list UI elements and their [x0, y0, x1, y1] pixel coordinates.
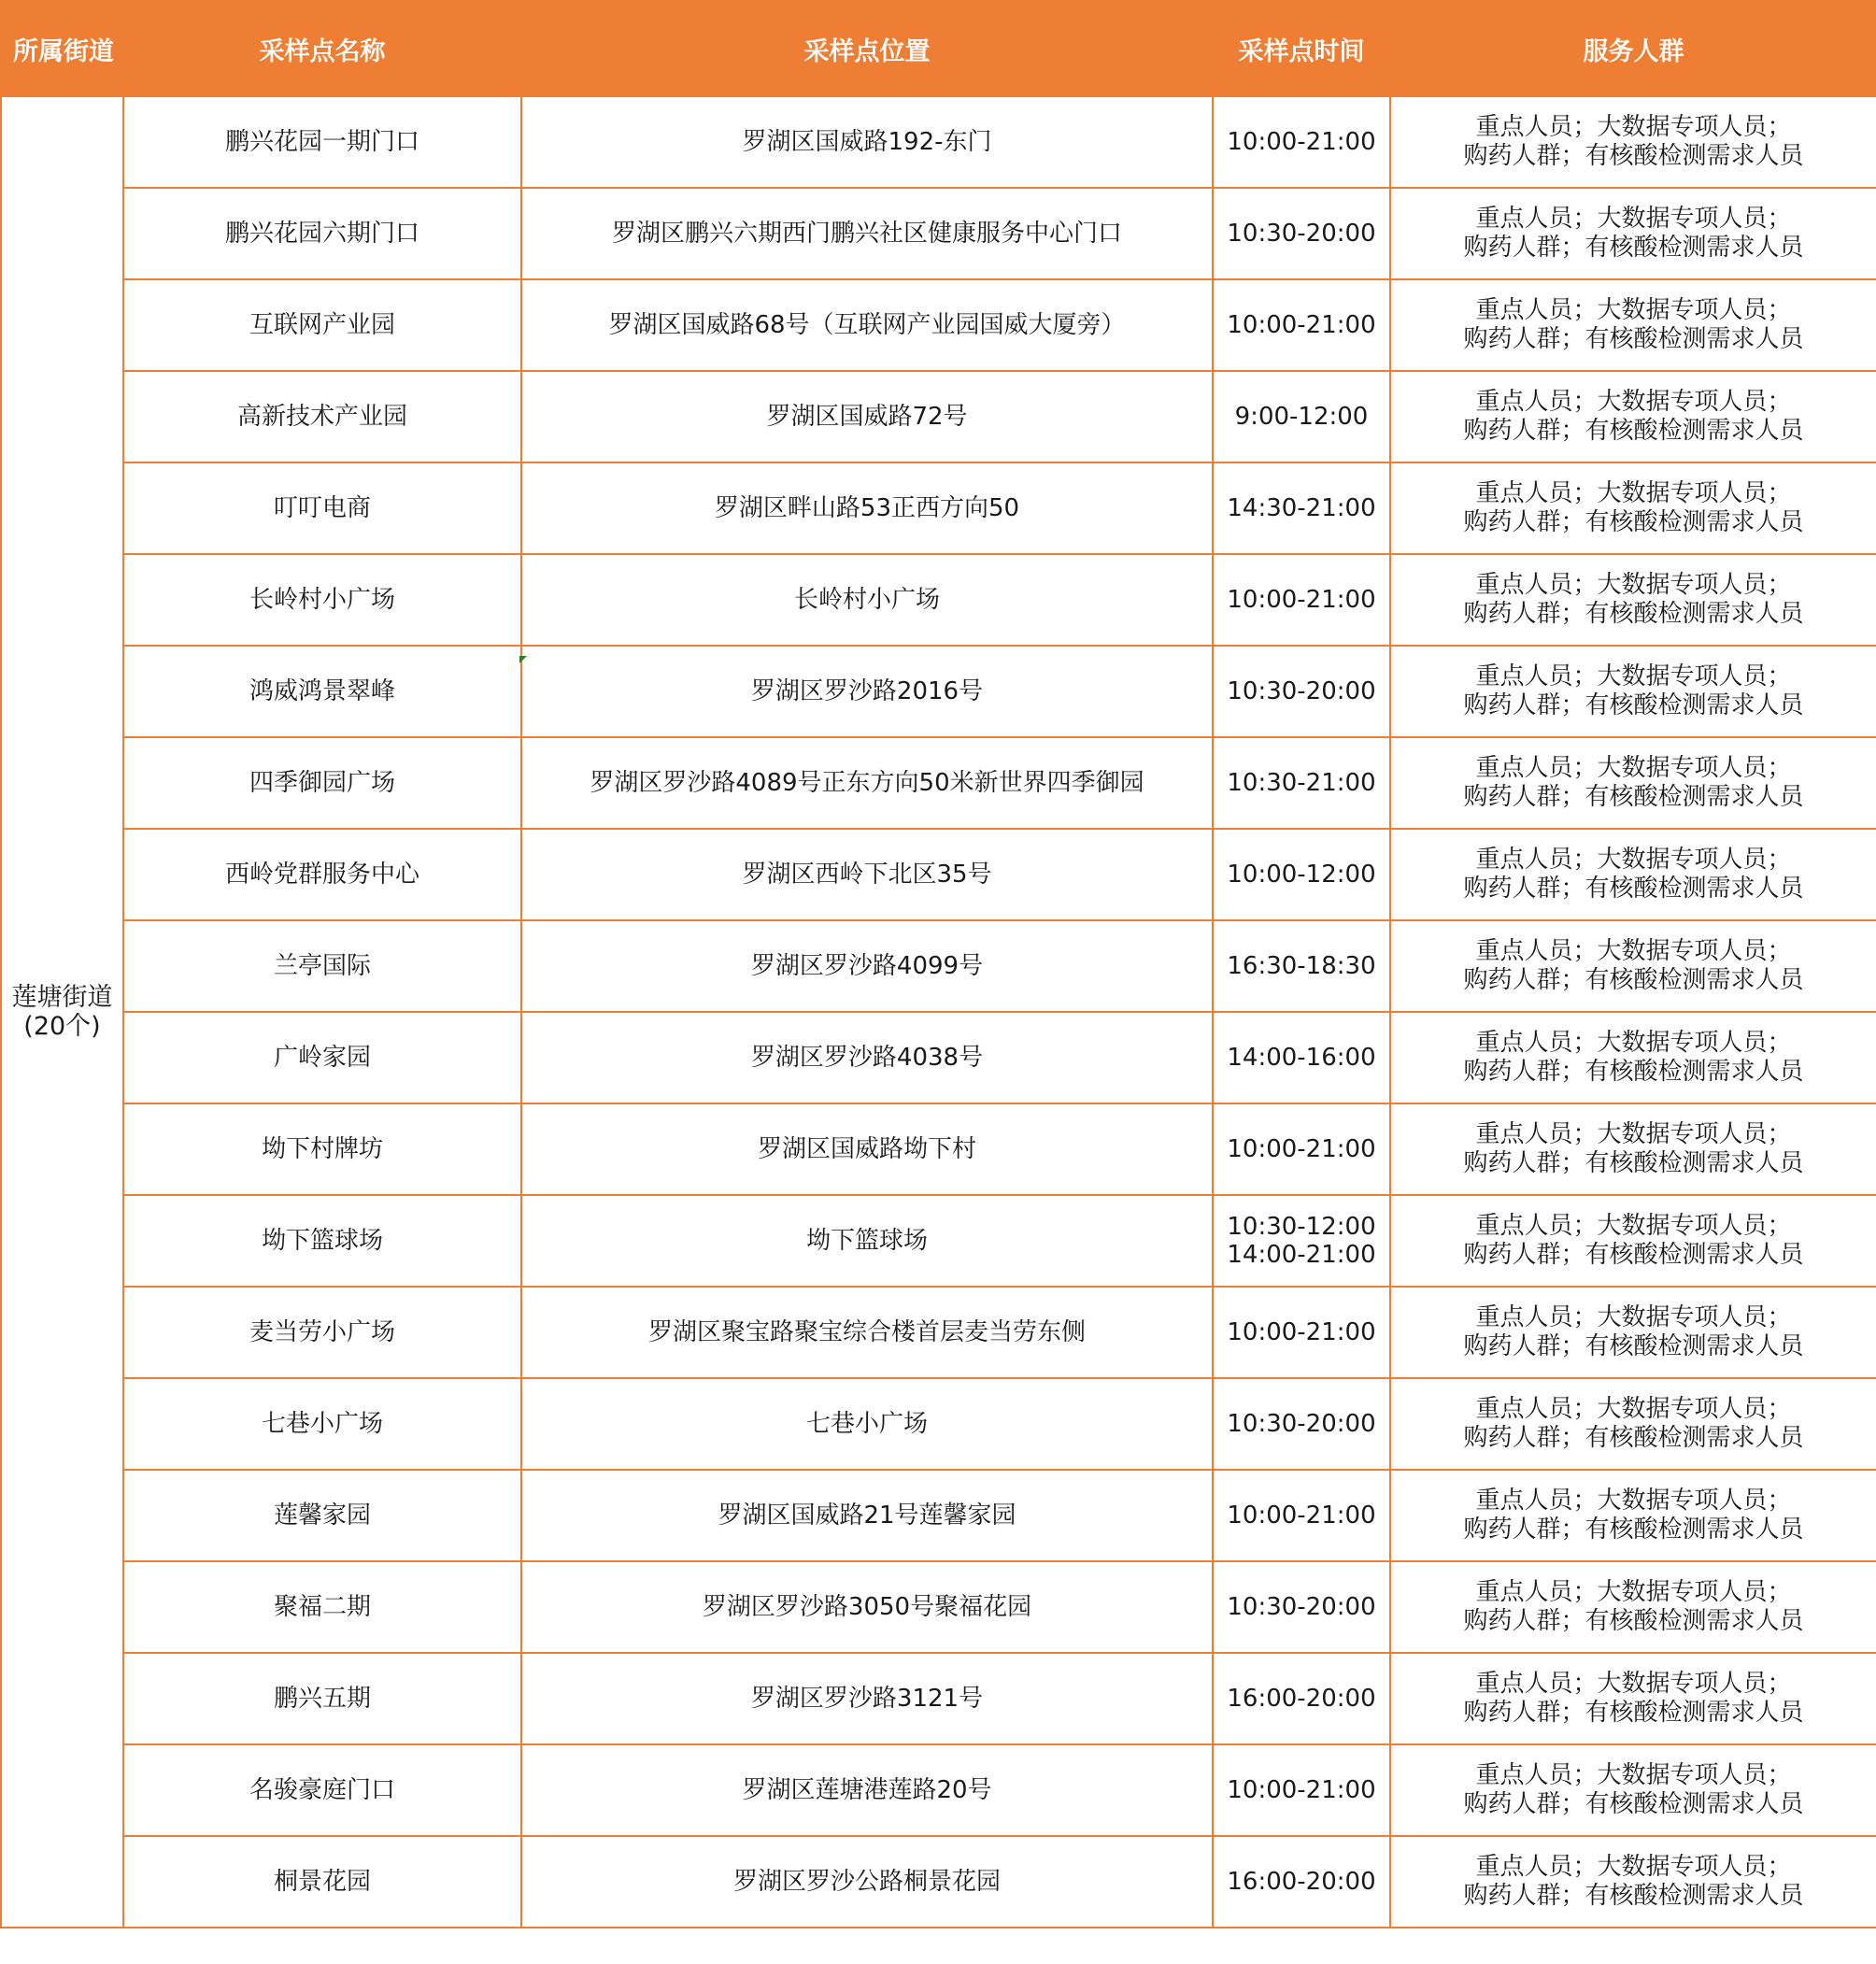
- site-location-cell: 罗湖区畔山路53正西方向50: [521, 463, 1213, 554]
- site-location-cell: 罗湖区国威路192-东门: [521, 96, 1213, 188]
- time-range: 14:30-21:00: [1227, 494, 1376, 522]
- crowd-line: 购药人群；有核酸检测需求人员: [1463, 1424, 1804, 1452]
- site-name-cell: 鹏兴花园一期门口: [123, 96, 521, 188]
- table-row: [1, 371, 1876, 463]
- service-crowd-cell: [1390, 96, 1876, 188]
- crowd-line: 购药人群；有核酸检测需求人员: [1463, 1332, 1804, 1360]
- crowd-line: 购药人群；有核酸检测需求人员: [1463, 600, 1804, 628]
- crowd-line: 重点人员；大数据专项人员；: [1475, 1670, 1792, 1698]
- header-street: 所属街道: [1, 1, 123, 96]
- table-row: [1, 1561, 1876, 1653]
- table-row: [1, 1378, 1876, 1470]
- table-row: [1, 279, 1876, 371]
- header-location: 采样点位置: [521, 1, 1213, 96]
- crowd-line: 购药人群；有核酸检测需求人员: [1463, 1241, 1804, 1269]
- header-crowd: 服务人群: [1390, 1, 1876, 96]
- site-location-cell: 罗湖区西岭下北区35号: [521, 829, 1213, 920]
- crowd-line: 重点人员；大数据专项人员；: [1475, 1578, 1792, 1606]
- site-name-cell: 莲馨家园: [123, 1470, 521, 1561]
- site-location-cell: 七巷小广场: [521, 1378, 1213, 1470]
- site-name-cell: 坳下篮球场: [123, 1195, 521, 1287]
- time-range: 10:30-20:00: [1227, 1593, 1376, 1621]
- site-location-cell: 罗湖区国威路72号: [521, 371, 1213, 463]
- site-name-cell: 聚福二期: [123, 1561, 521, 1653]
- site-location-cell: 罗湖区聚宝路聚宝综合楼首层麦当劳东侧: [521, 1287, 1213, 1378]
- table-row: [1, 96, 1876, 188]
- site-location-cell: 罗湖区罗沙路3121号: [521, 1653, 1213, 1744]
- crowd-line: 购药人群；有核酸检测需求人员: [1463, 1516, 1804, 1544]
- table-row: [1, 1195, 1876, 1287]
- site-name-cell: 高新技术产业园: [123, 371, 521, 463]
- site-name-cell: 桐景花园: [123, 1836, 521, 1928]
- site-name-cell: 四季御园广场: [123, 737, 521, 829]
- time-range: 10:30-21:00: [1227, 769, 1376, 797]
- table-row: [1, 1103, 1876, 1195]
- time-range: 16:30-18:30: [1227, 952, 1376, 980]
- crowd-line: 购药人群；有核酸检测需求人员: [1463, 325, 1804, 353]
- table-row: [1, 188, 1876, 279]
- time-range: 10:30-20:00: [1227, 1410, 1376, 1438]
- service-crowd-cell: [1390, 463, 1876, 554]
- site-time-cell: [1213, 737, 1390, 829]
- site-time-cell: [1213, 463, 1390, 554]
- site-time-cell: [1213, 920, 1390, 1012]
- street-name: 莲塘街道: [11, 983, 113, 1012]
- crowd-line: 购药人群；有核酸检测需求人员: [1463, 1149, 1804, 1177]
- time-range: 9:00-12:00: [1234, 403, 1369, 431]
- site-name-cell: 兰亭国际: [123, 920, 521, 1012]
- time-range: 10:00-21:00: [1227, 1135, 1376, 1163]
- time-range: 10:00-21:00: [1227, 1501, 1376, 1530]
- table-row: [1, 1836, 1876, 1928]
- crowd-line: 重点人员；大数据专项人员；: [1475, 571, 1792, 599]
- table-row: [1, 1470, 1876, 1561]
- site-location-cell: 罗湖区鹏兴六期西门鹏兴社区健康服务中心门口: [521, 188, 1213, 279]
- site-time-cell: [1213, 554, 1390, 646]
- site-location-cell: 罗湖区罗沙路2016号: [521, 646, 1213, 737]
- crowd-line: 重点人员；大数据专项人员；: [1475, 479, 1792, 507]
- street-cell: [1, 96, 123, 1928]
- site-time-cell: [1213, 1195, 1390, 1287]
- site-time-cell: [1213, 829, 1390, 920]
- table-row: [1, 463, 1876, 554]
- crowd-line: 购药人群；有核酸检测需求人员: [1463, 1790, 1804, 1818]
- service-crowd-cell: [1390, 371, 1876, 463]
- site-location-cell: 罗湖区罗沙路4089号正东方向50米新世界四季御园: [521, 737, 1213, 829]
- crowd-line: 重点人员；大数据专项人员；: [1475, 1853, 1792, 1881]
- site-name-cell: 七巷小广场: [123, 1378, 521, 1470]
- service-crowd-cell: [1390, 920, 1876, 1012]
- crowd-line: 购药人群；有核酸检测需求人员: [1463, 966, 1804, 994]
- time-range: 16:00-20:00: [1227, 1685, 1376, 1713]
- service-crowd-cell: [1390, 1561, 1876, 1653]
- site-name-cell: 鹏兴五期: [123, 1653, 521, 1744]
- time-range: 10:00-21:00: [1227, 1318, 1376, 1346]
- street-count: (20个): [23, 1012, 101, 1041]
- site-name-cell: 长岭村小广场: [123, 554, 521, 646]
- crowd-line: 购药人群；有核酸检测需求人员: [1463, 508, 1804, 536]
- service-crowd-cell: [1390, 554, 1876, 646]
- site-name-cell: 鸿威鸿景翠峰: [123, 646, 521, 737]
- crowd-line: 重点人员；大数据专项人员；: [1475, 1120, 1792, 1148]
- header-row: [1, 1, 1876, 96]
- service-crowd-cell: [1390, 279, 1876, 371]
- time-range: 14:00-16:00: [1227, 1044, 1376, 1072]
- crowd-line: 购药人群；有核酸检测需求人员: [1463, 1699, 1804, 1727]
- crowd-line: 重点人员；大数据专项人员；: [1475, 296, 1792, 324]
- site-name-cell: 坳下村牌坊: [123, 1103, 521, 1195]
- crowd-line: 重点人员；大数据专项人员；: [1475, 1761, 1792, 1789]
- table-row: [1, 1287, 1876, 1378]
- time-range: 16:00-20:00: [1227, 1868, 1376, 1896]
- site-location-cell: 罗湖区罗沙路3050号聚福花园: [521, 1561, 1213, 1653]
- site-name-cell: 麦当劳小广场: [123, 1287, 521, 1378]
- crowd-line: 重点人员；大数据专项人员；: [1475, 388, 1792, 416]
- site-time-cell: [1213, 188, 1390, 279]
- site-time-cell: [1213, 1103, 1390, 1195]
- site-name-cell: 名骏豪庭门口: [123, 1744, 521, 1836]
- table-header: [1, 1, 1876, 96]
- service-crowd-cell: [1390, 1103, 1876, 1195]
- crowd-line: 购药人群；有核酸检测需求人员: [1463, 1058, 1804, 1086]
- site-name-cell: 鹏兴花园六期门口: [123, 188, 521, 279]
- crowd-line: 购药人群；有核酸检测需求人员: [1463, 417, 1804, 445]
- service-crowd-cell: [1390, 829, 1876, 920]
- service-crowd-cell: [1390, 1195, 1876, 1287]
- service-crowd-cell: [1390, 737, 1876, 829]
- crowd-line: 购药人群；有核酸检测需求人员: [1463, 875, 1804, 903]
- crowd-line: 购药人群；有核酸检测需求人员: [1463, 691, 1804, 719]
- time-range: 10:30-20:00: [1227, 220, 1376, 248]
- site-time-cell: [1213, 1561, 1390, 1653]
- crowd-line: 购药人群；有核酸检测需求人员: [1463, 1882, 1804, 1910]
- header-site-name: 采样点名称: [123, 1, 521, 96]
- site-time-cell: [1213, 1378, 1390, 1470]
- table-row: [1, 1653, 1876, 1744]
- crowd-line: 重点人员；大数据专项人员；: [1475, 1487, 1792, 1515]
- time-range: 10:00-21:00: [1227, 586, 1376, 614]
- site-time-cell: [1213, 1744, 1390, 1836]
- service-crowd-cell: [1390, 1287, 1876, 1378]
- site-time-cell: [1213, 646, 1390, 737]
- time-range: 10:00-21:00: [1227, 128, 1376, 156]
- crowd-line: 重点人员；大数据专项人员；: [1475, 1029, 1792, 1057]
- crowd-line: 重点人员；大数据专项人员；: [1475, 205, 1792, 233]
- crowd-line: 重点人员；大数据专项人员；: [1475, 1395, 1792, 1423]
- site-location-cell: 罗湖区罗沙路4099号: [521, 920, 1213, 1012]
- site-time-cell: [1213, 279, 1390, 371]
- crowd-line: 重点人员；大数据专项人员；: [1475, 937, 1792, 965]
- table-body: [1, 96, 1876, 1928]
- crowd-line: 购药人群；有核酸检测需求人员: [1463, 142, 1804, 170]
- service-crowd-cell: [1390, 1012, 1876, 1103]
- service-crowd-cell: [1390, 1470, 1876, 1561]
- site-time-cell: [1213, 1287, 1390, 1378]
- table-row: [1, 829, 1876, 920]
- crowd-line: 重点人员；大数据专项人员；: [1475, 754, 1792, 782]
- table-row: [1, 646, 1876, 737]
- crowd-line: 重点人员；大数据专项人员；: [1475, 113, 1792, 141]
- site-time-cell: [1213, 1653, 1390, 1744]
- cell-comment-marker: [519, 656, 527, 663]
- time-range: 10:30-20:00: [1227, 677, 1376, 705]
- time-range: 10:00-21:00: [1227, 1776, 1376, 1804]
- service-crowd-cell: [1390, 188, 1876, 279]
- site-location-cell: 罗湖区国威路68号（互联网产业园国威大厦旁）: [521, 279, 1213, 371]
- crowd-line: 购药人群；有核酸检测需求人员: [1463, 1607, 1804, 1635]
- site-name-cell: 叮叮电商: [123, 463, 521, 554]
- site-name-cell: 互联网产业园: [123, 279, 521, 371]
- table-row: [1, 1744, 1876, 1836]
- table-row: [1, 554, 1876, 646]
- site-time-cell: [1213, 1012, 1390, 1103]
- crowd-line: 重点人员；大数据专项人员；: [1475, 1212, 1792, 1240]
- service-crowd-cell: [1390, 1378, 1876, 1470]
- site-location-cell: 长岭村小广场: [521, 554, 1213, 646]
- service-crowd-cell: [1390, 1653, 1876, 1744]
- site-time-cell: [1213, 96, 1390, 188]
- time-range: 10:00-12:00: [1227, 861, 1376, 889]
- site-location-cell: 罗湖区莲塘港莲路20号: [521, 1744, 1213, 1836]
- table-row: [1, 920, 1876, 1012]
- site-time-cell: [1213, 371, 1390, 463]
- service-crowd-cell: [1390, 1836, 1876, 1928]
- site-location-cell: 罗湖区国威路坳下村: [521, 1103, 1213, 1195]
- crowd-line: 重点人员；大数据专项人员；: [1475, 1303, 1792, 1331]
- site-name-cell: 西岭党群服务中心: [123, 829, 521, 920]
- header-time: 采样点时间: [1213, 1, 1390, 96]
- time-range: 10:00-21:00: [1227, 311, 1376, 339]
- service-crowd-cell: [1390, 1744, 1876, 1836]
- service-crowd-cell: [1390, 646, 1876, 737]
- table-row: [1, 1012, 1876, 1103]
- site-location-cell: 罗湖区罗沙路4038号: [521, 1012, 1213, 1103]
- table-row: [1, 737, 1876, 829]
- crowd-line: 重点人员；大数据专项人员；: [1475, 662, 1792, 690]
- site-location-cell: 罗湖区国威路21号莲馨家园: [521, 1470, 1213, 1561]
- time-range: 14:00-21:00: [1227, 1241, 1376, 1269]
- site-location-cell: 罗湖区罗沙公路桐景花园: [521, 1836, 1213, 1928]
- site-location-cell: 坳下篮球场: [521, 1195, 1213, 1287]
- crowd-line: 重点人员；大数据专项人员；: [1475, 846, 1792, 874]
- site-time-cell: [1213, 1470, 1390, 1561]
- crowd-line: 购药人群；有核酸检测需求人员: [1463, 783, 1804, 811]
- crowd-line: 购药人群；有核酸检测需求人员: [1463, 234, 1804, 262]
- site-time-cell: [1213, 1836, 1390, 1928]
- site-name-cell: 广岭家园: [123, 1012, 521, 1103]
- time-range: 10:30-12:00: [1227, 1213, 1376, 1241]
